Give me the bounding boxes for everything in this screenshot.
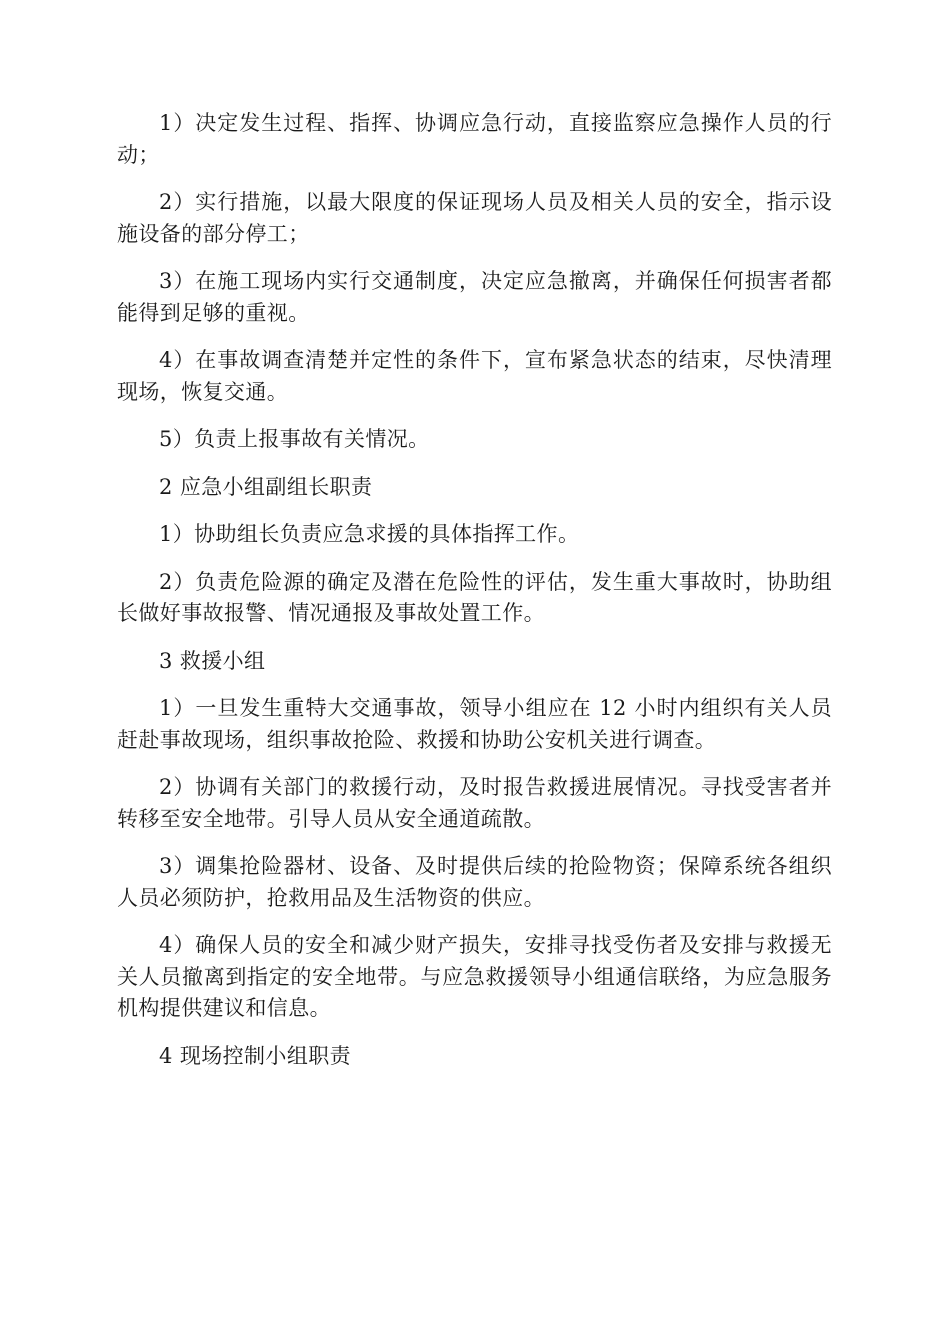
paragraph-leader-duty-3: 3）在施工现场内实行交通制度，决定应急撤离，并确保任何损害者都能得到足够的重视。 — [117, 269, 832, 325]
paragraph-leader-duty-5: 5）负责上报事故有关情况。 — [159, 427, 430, 451]
paragraph-deputy-duty-2: 2）负责危险源的确定及潜在危险性的评估，发生重大事故时，协助组长做好事故报警、情况通报及事故处置工作。 — [117, 569, 832, 625]
paragraph-rescue-duty-3: 3）调集抢险器材、设备、及时提供后续的抢险物资；保障系统各组织人员必须防护，抢救用品及生活物资的供应。 — [117, 854, 832, 910]
section-heading-rescue-team: 3 救援小组 — [159, 648, 266, 673]
paragraph-deputy-duty-1: 1）协助组长负责应急求援的具体指挥工作。 — [159, 522, 580, 546]
section-heading-deputy-leader: 2 应急小组副组长职责 — [159, 474, 373, 499]
paragraph-rescue-duty-4: 4）确保人员的安全和减少财产损失，安排寻找受伤者及安排与救援无关人员撤离到指定的安全地带。与应急救援领导小组通信联络，为应急服务机构提供建议和信息。 — [117, 933, 832, 1020]
paragraph-rescue-duty-1: 1）一旦发生重特大交通事故，领导小组应在 12 小时内组织有关人员赶赴事故现场，组织事故抢险、救援和协助公安机关进行调查。 — [117, 696, 832, 752]
paragraph-rescue-duty-2: 2）协调有关部门的救援行动，及时报告救援进展情况。寻找受害者并转移至安全地带。引导人员从安全通道疏散。 — [117, 775, 832, 831]
document-page — [117, 108, 832, 1072]
paragraph-leader-duty-1: 1）决定发生过程、指挥、协调应急行动，直接监察应急操作人员的行动； — [117, 111, 832, 167]
section-heading-site-control: 4 现场控制小组职责 — [159, 1043, 352, 1068]
paragraph-leader-duty-2: 2）实行措施，以最大限度的保证现场人员及相关人员的安全，指示设施设备的部分停工； — [117, 190, 832, 246]
paragraph-leader-duty-4: 4）在事故调查清楚并定性的条件下，宣布紧急状态的结束，尽快清理现场，恢复交通。 — [117, 348, 832, 404]
